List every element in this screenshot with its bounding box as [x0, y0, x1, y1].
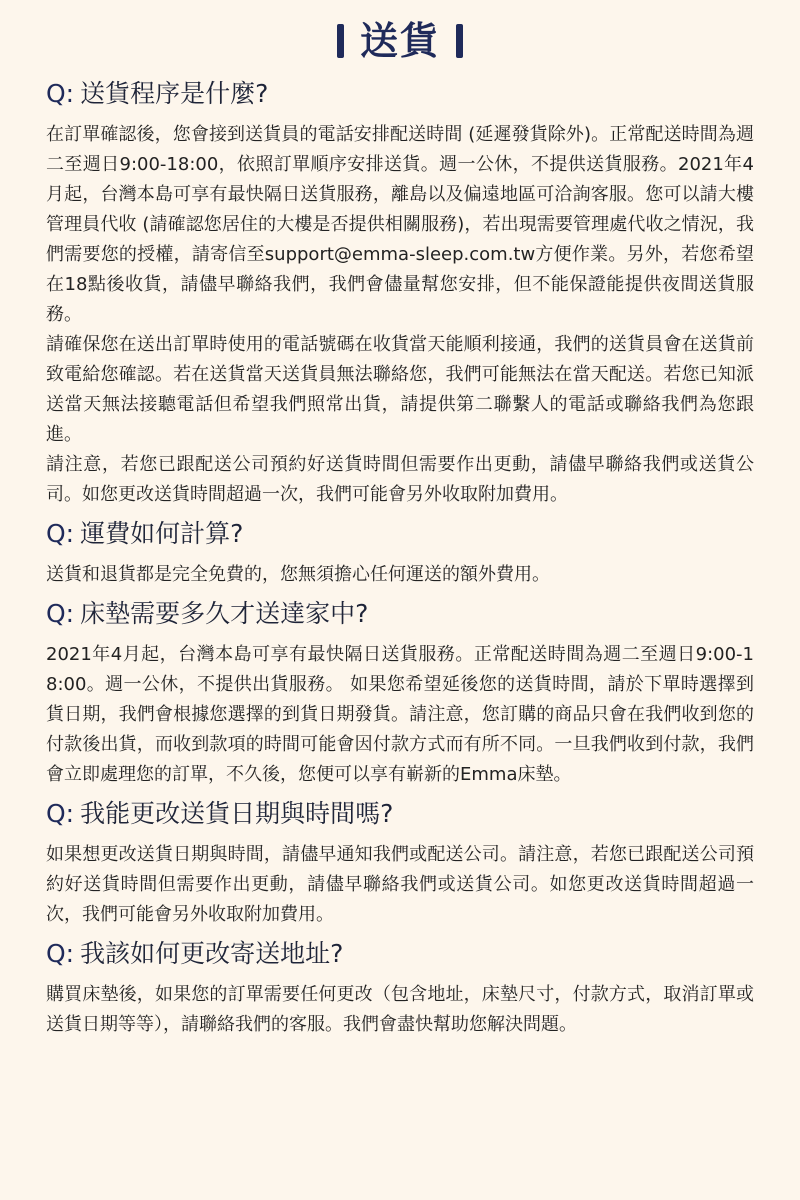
question-label: Q:	[46, 519, 75, 548]
faq-section-delivery-process	[46, 78, 754, 510]
answer-paragraph: 請注意，若您已跟配送公司預約好送貨時間但需要作出更動，請儘早聯絡我們或送貨公司。如您更改送貨時間超過一次，我們可能會另外收取附加費用。	[46, 454, 754, 505]
faq-question	[46, 518, 754, 550]
faq-question	[46, 78, 754, 110]
title-left-bar	[337, 24, 344, 58]
faq-question	[46, 598, 754, 630]
question-text: 我能更改送貨日期與時間嗎?	[80, 799, 394, 828]
answer-paragraph: 如果想更改送貨日期與時間，請儘早通知我們或配送公司。請注意，若您已跟配送公司預約好送貨時間但需要作出更動，請儘早聯絡我們或送貨公司。如您更改送貨時間超過一次，我們可能會另外收取附加費用。	[46, 844, 754, 925]
page-title-area	[46, 12, 754, 70]
question-label: Q:	[46, 799, 75, 828]
answer-paragraph: 購買床墊後，如果您的訂單需要任何更改（包含地址，床墊尺寸，付款方式，取消訂單或送貨日期等等），請聯絡我們的客服。我們會盡快幫助您解決問題。	[46, 984, 754, 1035]
faq-section-change-address	[46, 938, 754, 1040]
answer-paragraph: 送貨和退貨都是完全免費的，您無須擔心任何運送的額外費用。	[46, 564, 550, 585]
page-title: 送貨	[359, 19, 440, 63]
answer-paragraph: 請確保您在送出訂單時使用的電話號碼在收貨當天能順利接通，我們的送貨員會在送貨前致電給您確認。若在送貨當天送貨員無法聯絡您，我們可能無法在當天配送。若您已知派送當天無法接聽電話但希望我們照常出貨，請提供第二聯繫人的電話或聯絡我們為您跟進。	[46, 334, 754, 445]
answer-paragraph: 2021年4月起，台灣本島可享有最快隔日送貨服務。正常配送時間為週二至週日9:00-18:00。週一公休，不提供出貨服務。 如果您希望延後您的送貨時間，請於下單時選擇到貨日期，我們會根據您選擇的到貨日期發貨。請注意，您訂購的商品只會在我們收到您的付款後出貨，而收到款項的時間可能會因付款方式而有所不同。一旦我們收到付款，我們會立即處理您的訂單，不久後，您便可以享有嶄新的Emma床墊。	[46, 644, 754, 785]
answer-paragraph: 在訂單確認後，您會接到送貨員的電話安排配送時間 (延遲發貨除外)。正常配送時間為週二至週日9:00-18:00，依照訂單順序安排送貨。週一公休，不提供送貨服務。2021年4月起，台灣本島可享有最快隔日送貨服務，離島以及偏遠地區可洽詢客服。您可以請大樓管理員代收 (請確認您居住的大樓是否提供相關服務)，若出現需要管理處代收之情況，我們需要您的授權，請寄信至support@emma-sleep.com.tw方便作業。另外，若您希望在18點後收貨，請儘早聯絡我們，我們會儘量幫您安排，但不能保證能提供夜間送貨服務。	[46, 124, 754, 325]
question-label: Q:	[46, 599, 75, 628]
faq-question	[46, 798, 754, 830]
question-label: Q:	[46, 939, 75, 968]
question-text: 我該如何更改寄送地址?	[80, 939, 344, 968]
faq-section-change-date	[46, 798, 754, 930]
faq-question	[46, 938, 754, 970]
faq-section-delivery-time	[46, 598, 754, 790]
faq-section-shipping-fee	[46, 518, 754, 590]
question-label: Q:	[46, 79, 75, 108]
question-text: 運費如何計算?	[80, 519, 244, 548]
question-text: 床墊需要多久才送達家中?	[80, 599, 369, 628]
title-right-bar	[456, 24, 463, 58]
question-text: 送貨程序是什麼?	[80, 79, 269, 108]
